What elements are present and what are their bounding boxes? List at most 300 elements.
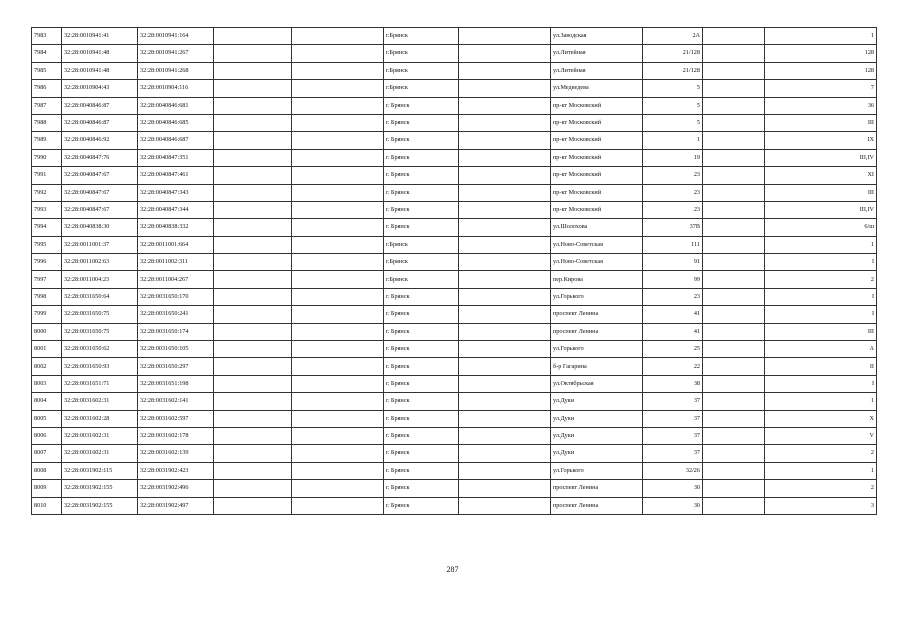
city-cell: г.Брянск [384, 62, 459, 79]
empty-cell [292, 132, 384, 149]
empty-cell [214, 236, 292, 253]
empty-cell [459, 375, 551, 392]
city-cell: г. Брянск [384, 149, 459, 166]
empty-cell [459, 271, 551, 288]
page-number: 287 [446, 565, 459, 574]
empty-cell [292, 410, 384, 427]
house-number-cell: 37 [643, 427, 703, 444]
object-cadastral-cell: 32:28:0031602:178 [138, 427, 214, 444]
empty-cell [459, 358, 551, 375]
city-cell: г. Брянск [384, 480, 459, 497]
street-cell: пр-кт Московский [551, 167, 643, 184]
apartment-cell: III [765, 184, 877, 201]
street-cell: ул.Медведева [551, 80, 643, 97]
house-number-cell: 30 [643, 480, 703, 497]
land-cadastral-cell: 32:28:0040847:67 [62, 201, 138, 218]
table-row [32, 323, 877, 340]
apartment-cell: III [765, 323, 877, 340]
house-number-cell: 2А [643, 28, 703, 45]
street-cell: пр-кт Московский [551, 114, 643, 131]
object-cadastral-cell: 32:28:0010941:268 [138, 62, 214, 79]
land-cadastral-cell: 32:28:0010904:43 [62, 80, 138, 97]
table-row [32, 236, 877, 253]
street-cell: ул.Горького [551, 462, 643, 479]
apartment-cell: 1 [765, 462, 877, 479]
record-number-cell: 8003 [32, 375, 62, 392]
object-cadastral-cell: 32:28:0031651:198 [138, 375, 214, 392]
street-cell: ул.Дуки [551, 393, 643, 410]
empty-cell [214, 201, 292, 218]
record-number-cell: 8004 [32, 393, 62, 410]
street-cell: пр-кт Московский [551, 97, 643, 114]
street-cell: б-р Гагарина [551, 358, 643, 375]
empty-cell [459, 288, 551, 305]
empty-cell [214, 62, 292, 79]
empty-cell [459, 341, 551, 358]
city-cell: г. Брянск [384, 132, 459, 149]
street-cell: ул.Литейная [551, 62, 643, 79]
street-cell: ул.Заводская [551, 28, 643, 45]
house-number-cell: 22 [643, 358, 703, 375]
empty-cell [292, 288, 384, 305]
apartment-cell: 2 [765, 480, 877, 497]
record-number-cell: 8007 [32, 445, 62, 462]
empty-cell [459, 427, 551, 444]
table-row [32, 427, 877, 444]
empty-cell [703, 306, 765, 323]
city-cell: г. Брянск [384, 393, 459, 410]
empty-cell [214, 393, 292, 410]
table-row [32, 167, 877, 184]
house-number-cell: 30 [643, 497, 703, 514]
empty-cell [214, 375, 292, 392]
empty-cell [703, 445, 765, 462]
apartment-cell: I [765, 254, 877, 271]
land-cadastral-cell: 32:28:0040846:92 [62, 132, 138, 149]
object-cadastral-cell: 32:28:0040846:687 [138, 132, 214, 149]
empty-cell [703, 114, 765, 131]
city-cell: г.Брянск [384, 80, 459, 97]
empty-cell [703, 149, 765, 166]
empty-cell [292, 149, 384, 166]
city-cell: г. Брянск [384, 306, 459, 323]
street-cell: пр-кт Московский [551, 201, 643, 218]
object-cadastral-cell: 32:28:0031650:105 [138, 341, 214, 358]
table-row [32, 410, 877, 427]
empty-cell [459, 254, 551, 271]
house-number-cell: 19 [643, 149, 703, 166]
object-cadastral-cell: 32:28:0031650:174 [138, 323, 214, 340]
empty-cell [703, 323, 765, 340]
empty-cell [703, 28, 765, 45]
street-cell: проспект Ленина [551, 306, 643, 323]
city-cell: г. Брянск [384, 323, 459, 340]
record-number-cell: 8009 [32, 480, 62, 497]
city-cell: г.Брянск [384, 236, 459, 253]
table-row [32, 80, 877, 97]
house-number-cell: 5 [643, 114, 703, 131]
street-cell: ул.Дуки [551, 427, 643, 444]
record-number-cell: 7984 [32, 45, 62, 62]
empty-cell [214, 132, 292, 149]
table-row [32, 28, 877, 45]
city-cell: г.Брянск [384, 254, 459, 271]
street-cell: ул.Горького [551, 341, 643, 358]
apartment-cell: I [765, 375, 877, 392]
empty-cell [214, 358, 292, 375]
empty-cell [214, 306, 292, 323]
city-cell: г. Брянск [384, 219, 459, 236]
apartment-cell: А [765, 341, 877, 358]
city-cell: г. Брянск [384, 288, 459, 305]
land-cadastral-cell: 32:28:0031650:93 [62, 358, 138, 375]
street-cell: ул.Литейная [551, 45, 643, 62]
apartment-cell: III [765, 114, 877, 131]
record-number-cell: 7990 [32, 149, 62, 166]
land-cadastral-cell: 32:28:0031602:31 [62, 393, 138, 410]
empty-cell [459, 462, 551, 479]
land-cadastral-cell: 32:28:0040847:76 [62, 149, 138, 166]
street-cell: ул.Октябрьская [551, 375, 643, 392]
object-cadastral-cell: 32:28:0040846:685 [138, 114, 214, 131]
apartment-cell: 6/ш [765, 219, 877, 236]
city-cell: г. Брянск [384, 497, 459, 514]
empty-cell [292, 323, 384, 340]
empty-cell [459, 28, 551, 45]
street-cell: ул.Дуки [551, 445, 643, 462]
empty-cell [292, 271, 384, 288]
house-number-cell: 37 [643, 393, 703, 410]
empty-cell [459, 306, 551, 323]
table-row [32, 254, 877, 271]
record-number-cell: 7991 [32, 167, 62, 184]
house-number-cell: 37В [643, 219, 703, 236]
empty-cell [214, 149, 292, 166]
apartment-cell: 2 [765, 271, 877, 288]
empty-cell [703, 132, 765, 149]
empty-cell [459, 480, 551, 497]
empty-cell [214, 288, 292, 305]
apartment-cell: IX [765, 132, 877, 149]
table-row [32, 306, 877, 323]
apartment-cell: 3 [765, 497, 877, 514]
table-row [32, 375, 877, 392]
house-number-cell: 25 [643, 341, 703, 358]
record-number-cell: 8002 [32, 358, 62, 375]
city-cell: г. Брянск [384, 410, 459, 427]
property-registry-table [31, 27, 877, 515]
land-cadastral-cell: 32:28:0010941:48 [62, 62, 138, 79]
record-number-cell: 7989 [32, 132, 62, 149]
record-number-cell: 8010 [32, 497, 62, 514]
land-cadastral-cell: 32:28:0040846:87 [62, 114, 138, 131]
land-cadastral-cell: 32:28:0031902:155 [62, 497, 138, 514]
land-cadastral-cell: 32:28:0031602:28 [62, 410, 138, 427]
city-cell: г. Брянск [384, 462, 459, 479]
empty-cell [292, 62, 384, 79]
house-number-cell: 38 [643, 375, 703, 392]
record-number-cell: 8008 [32, 462, 62, 479]
empty-cell [459, 132, 551, 149]
street-cell: проспект Ленина [551, 480, 643, 497]
table-row [32, 497, 877, 514]
empty-cell [292, 219, 384, 236]
empty-cell [292, 201, 384, 218]
land-cadastral-cell: 32:28:0011004:23 [62, 271, 138, 288]
object-cadastral-cell: 32:28:0031602:139 [138, 445, 214, 462]
empty-cell [703, 427, 765, 444]
record-number-cell: 7997 [32, 271, 62, 288]
street-cell: пр-кт Московский [551, 132, 643, 149]
city-cell: г. Брянск [384, 167, 459, 184]
apartment-cell: 1 [765, 28, 877, 45]
house-number-cell: 99 [643, 271, 703, 288]
record-number-cell: 7996 [32, 254, 62, 271]
empty-cell [292, 254, 384, 271]
apartment-cell: 1 [765, 393, 877, 410]
empty-cell [459, 97, 551, 114]
land-cadastral-cell: 32:28:0031650:64 [62, 288, 138, 305]
empty-cell [292, 45, 384, 62]
empty-cell [703, 184, 765, 201]
apartment-cell: III,IV [765, 201, 877, 218]
table-row [32, 201, 877, 218]
empty-cell [214, 254, 292, 271]
record-number-cell: 7985 [32, 62, 62, 79]
house-number-cell: 23 [643, 288, 703, 305]
empty-cell [703, 375, 765, 392]
empty-cell [459, 114, 551, 131]
object-cadastral-cell: 32:28:0010904:116 [138, 80, 214, 97]
house-number-cell: 5 [643, 97, 703, 114]
city-cell: г. Брянск [384, 341, 459, 358]
empty-cell [292, 497, 384, 514]
record-number-cell: 8005 [32, 410, 62, 427]
street-cell: проспект Ленина [551, 323, 643, 340]
street-cell: ул.Ново-Советская [551, 254, 643, 271]
apartment-cell: X [765, 410, 877, 427]
house-number-cell: 111 [643, 236, 703, 253]
house-number-cell: 41 [643, 323, 703, 340]
empty-cell [459, 236, 551, 253]
empty-cell [459, 410, 551, 427]
city-cell: г.Брянск [384, 28, 459, 45]
empty-cell [459, 445, 551, 462]
empty-cell [459, 149, 551, 166]
house-number-cell: 1 [643, 132, 703, 149]
record-number-cell: 7988 [32, 114, 62, 131]
street-cell: ул.Шолохова [551, 219, 643, 236]
land-cadastral-cell: 32:28:0011001:37 [62, 236, 138, 253]
empty-cell [292, 375, 384, 392]
table-row [32, 62, 877, 79]
empty-cell [214, 271, 292, 288]
empty-cell [292, 480, 384, 497]
empty-cell [459, 80, 551, 97]
empty-cell [703, 358, 765, 375]
house-number-cell: 41 [643, 306, 703, 323]
apartment-cell: 7 [765, 80, 877, 97]
empty-cell [459, 184, 551, 201]
record-number-cell: 8000 [32, 323, 62, 340]
empty-cell [214, 323, 292, 340]
record-number-cell: 7999 [32, 306, 62, 323]
empty-cell [292, 462, 384, 479]
house-number-cell: 37 [643, 410, 703, 427]
house-number-cell: 5 [643, 80, 703, 97]
record-number-cell: 7994 [32, 219, 62, 236]
record-number-cell: 7992 [32, 184, 62, 201]
empty-cell [292, 97, 384, 114]
empty-cell [292, 306, 384, 323]
city-cell: г. Брянск [384, 201, 459, 218]
table-row [32, 288, 877, 305]
apartment-cell: 36 [765, 97, 877, 114]
table-row [32, 480, 877, 497]
object-cadastral-cell: 32:28:0010941:164 [138, 28, 214, 45]
table-row [32, 149, 877, 166]
empty-cell [214, 427, 292, 444]
land-cadastral-cell: 32:28:0010941:41 [62, 28, 138, 45]
street-cell: проспект Ленина [551, 497, 643, 514]
apartment-cell: V [765, 427, 877, 444]
land-cadastral-cell: 32:28:0031650:62 [62, 341, 138, 358]
apartment-cell: 2 [765, 445, 877, 462]
empty-cell [703, 480, 765, 497]
object-cadastral-cell: 32:28:0011002:311 [138, 254, 214, 271]
land-cadastral-cell: 32:28:0031602:31 [62, 427, 138, 444]
empty-cell [214, 97, 292, 114]
empty-cell [214, 462, 292, 479]
empty-cell [703, 236, 765, 253]
street-cell: ул.Дуки [551, 410, 643, 427]
empty-cell [214, 167, 292, 184]
city-cell: г. Брянск [384, 358, 459, 375]
empty-cell [292, 28, 384, 45]
table-row [32, 132, 877, 149]
city-cell: г.Брянск [384, 271, 459, 288]
object-cadastral-cell: 32:28:0040847:461 [138, 167, 214, 184]
street-cell: пр-кт Московский [551, 184, 643, 201]
house-number-cell: 23 [643, 184, 703, 201]
city-cell: г. Брянск [384, 445, 459, 462]
table-row [32, 97, 877, 114]
object-cadastral-cell: 32:28:0040847:344 [138, 201, 214, 218]
house-number-cell: 91 [643, 254, 703, 271]
land-cadastral-cell: 32:28:0031650:75 [62, 306, 138, 323]
empty-cell [703, 410, 765, 427]
empty-cell [292, 393, 384, 410]
apartment-cell: I [765, 306, 877, 323]
empty-cell [703, 219, 765, 236]
table-row [32, 393, 877, 410]
empty-cell [703, 62, 765, 79]
object-cadastral-cell: 32:28:0011004:267 [138, 271, 214, 288]
record-number-cell: 8006 [32, 427, 62, 444]
apartment-cell: 128 [765, 62, 877, 79]
object-cadastral-cell: 32:28:0040846:681 [138, 97, 214, 114]
empty-cell [703, 462, 765, 479]
object-cadastral-cell: 32:28:0040838:332 [138, 219, 214, 236]
empty-cell [703, 80, 765, 97]
apartment-cell: 1 [765, 236, 877, 253]
empty-cell [214, 341, 292, 358]
city-cell: г. Брянск [384, 114, 459, 131]
empty-cell [214, 80, 292, 97]
apartment-cell: XI [765, 167, 877, 184]
empty-cell [214, 410, 292, 427]
empty-cell [292, 236, 384, 253]
land-cadastral-cell: 32:28:0040847:67 [62, 167, 138, 184]
city-cell: г.Брянск [384, 45, 459, 62]
empty-cell [292, 80, 384, 97]
empty-cell [703, 45, 765, 62]
table-row [32, 114, 877, 131]
city-cell: г. Брянск [384, 375, 459, 392]
empty-cell [703, 393, 765, 410]
empty-cell [292, 184, 384, 201]
house-number-cell: 32/26 [643, 462, 703, 479]
empty-cell [292, 445, 384, 462]
empty-cell [703, 97, 765, 114]
empty-cell [292, 358, 384, 375]
table-row [32, 358, 877, 375]
record-number-cell: 7998 [32, 288, 62, 305]
apartment-cell: 128 [765, 45, 877, 62]
table-row [32, 462, 877, 479]
land-cadastral-cell: 32:28:0031650:75 [62, 323, 138, 340]
object-cadastral-cell: 32:28:0031602:597 [138, 410, 214, 427]
record-number-cell: 7987 [32, 97, 62, 114]
empty-cell [214, 114, 292, 131]
empty-cell [214, 497, 292, 514]
street-cell: пр-кт Московский [551, 149, 643, 166]
street-cell: ул.Горького [551, 288, 643, 305]
empty-cell [292, 114, 384, 131]
table-row [32, 271, 877, 288]
land-cadastral-cell: 32:28:0031602:31 [62, 445, 138, 462]
object-cadastral-cell: 32:28:0031650:297 [138, 358, 214, 375]
record-number-cell: 7995 [32, 236, 62, 253]
empty-cell [703, 497, 765, 514]
street-cell: пер.Кирова [551, 271, 643, 288]
object-cadastral-cell: 32:28:0031902:423 [138, 462, 214, 479]
object-cadastral-cell: 32:28:0011001:664 [138, 236, 214, 253]
object-cadastral-cell: 32:28:0031602:141 [138, 393, 214, 410]
empty-cell [214, 480, 292, 497]
empty-cell [214, 45, 292, 62]
house-number-cell: 37 [643, 445, 703, 462]
table-row [32, 341, 877, 358]
empty-cell [292, 167, 384, 184]
apartment-cell: III,IV [765, 149, 877, 166]
empty-cell [703, 271, 765, 288]
empty-cell [292, 341, 384, 358]
city-cell: г. Брянск [384, 427, 459, 444]
empty-cell [703, 341, 765, 358]
empty-cell [459, 219, 551, 236]
land-cadastral-cell: 32:28:0011002:63 [62, 254, 138, 271]
empty-cell [459, 45, 551, 62]
object-cadastral-cell: 32:28:0031902:496 [138, 480, 214, 497]
object-cadastral-cell: 32:28:0040847:343 [138, 184, 214, 201]
table-row [32, 219, 877, 236]
empty-cell [214, 28, 292, 45]
table-row [32, 45, 877, 62]
empty-cell [459, 167, 551, 184]
land-cadastral-cell: 32:28:0040847:67 [62, 184, 138, 201]
empty-cell [459, 62, 551, 79]
